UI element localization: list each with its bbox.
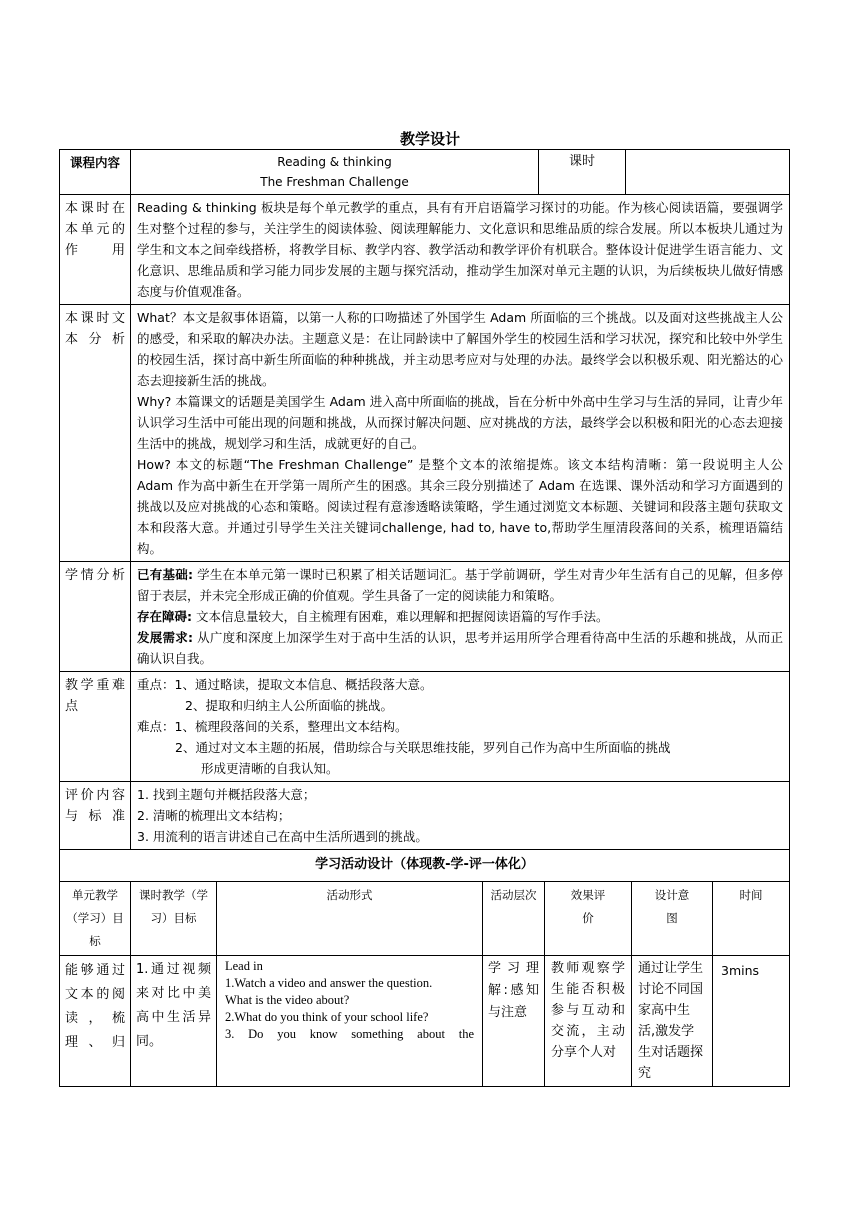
period-label: 课时 bbox=[539, 150, 626, 195]
col-intent: 设计意图 bbox=[632, 882, 713, 956]
analysis-row bbox=[60, 305, 790, 562]
activity-section-title: 学习活动设计（体现教-学-评一体化） bbox=[60, 850, 790, 882]
time-cell: 3mins bbox=[713, 956, 790, 1087]
learner-cell bbox=[131, 562, 790, 672]
header-row bbox=[60, 150, 790, 195]
course-content-label: 课程内容 bbox=[60, 150, 131, 195]
learner-need bbox=[137, 627, 783, 669]
focus-1: 重点：1、通过略读，提取文本信息、概括段落大意。 bbox=[137, 677, 433, 692]
analysis-label: 本课时文本分析 bbox=[60, 305, 131, 562]
col-activity: 活动形式 bbox=[217, 882, 483, 956]
evaluation-label: 评价内容与标准 bbox=[60, 782, 131, 850]
role-text: Reading & thinking 板块是每个单元教学的重点，具有有开启语篇学习探讨的功能。作为核心阅读语篇，要强调学生对整个过程的参与，关注学生的阅读体验、阅读理解能力、文化意识和思维品质的综合发展。所以本板块儿通过为学生和文本之间牵线搭桥，将教学目标、教学内容、教学活动和教学评价有机联合。整体设计促进学生语言能力、文化意识、思维品质和学习能力同步发展的主题与探究活动，推动学生加深对单元主题的认识，为后续板块儿做好情感态度与价值观准备。 bbox=[131, 195, 790, 305]
learner-label: 学情分析 bbox=[60, 562, 131, 672]
focus-2: 2、提取和归纳主人公所面临的挑战。 bbox=[185, 698, 393, 713]
col-time: 时间 bbox=[713, 882, 790, 956]
activity-line: 3. Do you know something about the bbox=[225, 1027, 474, 1041]
role-label: 本课时在本单元的作用 bbox=[60, 195, 131, 305]
evaluation-item: 3. 用流利的语言讲述自己在高中生活所遇到的挑战。 bbox=[137, 829, 428, 844]
learner-basis bbox=[137, 564, 783, 606]
basis-text: 学生在本单元第一课时已积累了相关话题词汇。基于学前调研，学生对青少年生活有自己的见解，但多停留于表层，并未完全形成正确的价值观。学生具备了一定的阅读能力和策略。 bbox=[137, 567, 783, 603]
unit-goal-cell: 能够通过文本的阅读，梳理、归 bbox=[60, 956, 131, 1087]
activity-line: Lead in bbox=[225, 959, 263, 973]
basis-label: 已有基础: bbox=[137, 567, 193, 582]
need-text: 从广度和深度上加深学生对于高中生活的认识，思考并运用所学合理看待高中生活的乐趣和挑战，从而正确认识自我。 bbox=[137, 630, 783, 666]
difficulty-1: 难点：1、梳理段落间的关系，整理出文本结构。 bbox=[137, 719, 408, 734]
learner-obstacle bbox=[137, 606, 783, 627]
analysis-what: What？本文是叙事体语篇，以第一人称的口吻描述了外国学生 Adam 所面临的三个挑战。以及面对这些挑战主人公的感受，和采取的解决办法。主题意义是：在让同龄读中了解国外学生的校园生活和学习状况，探究和比较中外学生的校园生活，探讨高中新生所面临的种种挑战，并主动思考应对与处理的办法。最终学会以积极乐观、阳光豁达的心态去迎接新生活的挑战。 bbox=[137, 310, 783, 388]
lesson-plan-table bbox=[59, 149, 790, 850]
col-effect: 效果评价 bbox=[545, 882, 632, 956]
activity-row bbox=[60, 956, 790, 1087]
need-label: 发展需求: bbox=[137, 630, 193, 645]
difficulty-2b: 形成更清晰的自我认知。 bbox=[201, 761, 339, 776]
analysis-cell bbox=[131, 305, 790, 562]
evaluation-cell bbox=[131, 782, 790, 850]
keypoints-cell bbox=[131, 672, 790, 782]
effect-cell: 教师观察学生能否积极参与互动和交流，主动分享个人对 bbox=[545, 956, 632, 1087]
course-content-line2: The Freshman Challenge bbox=[260, 175, 409, 189]
activity-header-row bbox=[60, 882, 790, 956]
activity-line: 2.What do you think of your school life? bbox=[225, 1010, 429, 1024]
activity-line: 1.Watch a video and answer the question. bbox=[225, 976, 433, 990]
role-row bbox=[60, 195, 790, 305]
learner-row bbox=[60, 562, 790, 672]
intent-cell: 通过让学生讨论不同国家高中生活,激发学生对话题探究 bbox=[632, 956, 713, 1087]
analysis-why: Why? 本篇课文的话题是美国学生 Adam 进入高中所面临的挑战，旨在分析中外高中生学习与生活的异同，让青少年认识学习生活中可能出现的问题和挑战，从而探讨解决问题、应对挑战的方法，最终学会以积极和阳光的心态去迎接生活中的挑战，规划学习和生活，成就更好的自己。 bbox=[137, 394, 783, 451]
analysis-how: How? 本文的标题“The Freshman Challenge” 是整个文本的浓缩提炼。该文本结构清晰：第一段说明主人公 Adam 作为高中新生在开学第一周所产生的困惑。其余三段分别描述了 Adam 在选课、课外活动和学习方面遇到的挑战以及应对挑战的心态和策略。阅读过程有意渗透略读策略，学生通过浏览文本标题、关键词和段落主题句获取文本和段落大意。并通过引导学生关注关键词challenge, had to, have to,帮助学生厘清段落间的关系，梳理语篇结构。 bbox=[137, 457, 783, 556]
course-content-cell bbox=[131, 150, 539, 195]
activity-line: What is the video about? bbox=[225, 993, 350, 1007]
evaluation-item: 1. 找到主题句并概括段落大意； bbox=[137, 787, 316, 802]
page-title: 教学设计 bbox=[399, 130, 460, 148]
level-cell: 学习理解:感知与注意 bbox=[483, 956, 545, 1087]
activity-table bbox=[59, 849, 790, 1087]
keypoints-label: 教学重难点 bbox=[60, 672, 131, 782]
activity-cell bbox=[217, 956, 483, 1087]
period-value bbox=[626, 150, 790, 195]
keypoints-row bbox=[60, 672, 790, 782]
obstacle-text: 文本信息量较大，自主梳理有困难，难以理解和把握阅读语篇的写作手法。 bbox=[192, 609, 609, 624]
col-level: 活动层次 bbox=[483, 882, 545, 956]
difficulty-2: 2、通过对文本主题的拓展，借助综合与关联思维技能，罗列自己作为高中生所面临的挑战 bbox=[175, 740, 671, 755]
lesson-goal-cell: 1.通过视频来对比中美高中生活异同。 bbox=[131, 956, 217, 1087]
activity-section-row bbox=[60, 850, 790, 882]
obstacle-label: 存在障碍: bbox=[137, 609, 192, 624]
col-lesson-goal: 课时教学（学习）目标 bbox=[131, 882, 217, 956]
col-unit-goal: 单元教学（学习）目标 bbox=[60, 882, 131, 956]
course-content-line1: Reading & thinking bbox=[277, 155, 392, 169]
evaluation-row bbox=[60, 782, 790, 850]
evaluation-item: 2. 清晰的梳理出文本结构； bbox=[137, 808, 291, 823]
